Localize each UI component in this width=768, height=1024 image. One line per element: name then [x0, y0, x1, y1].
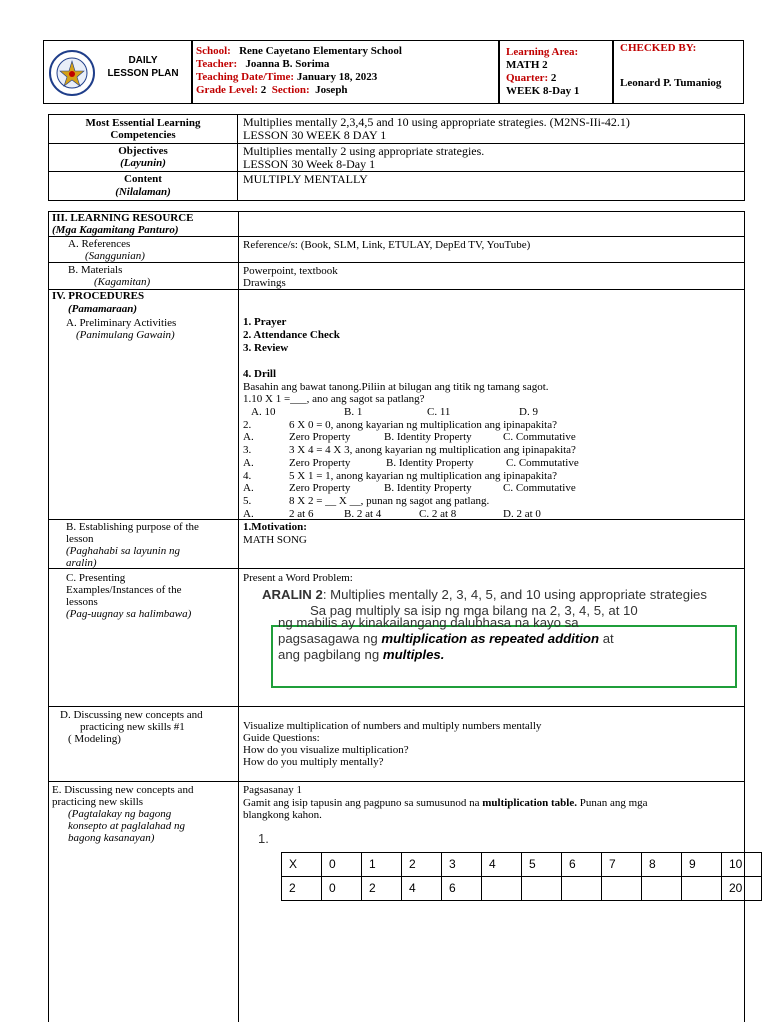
procedures-heading: IV. PROCEDURES [52, 290, 145, 302]
section-label: Section: [271, 84, 310, 96]
doc-title-line1: DAILY [128, 55, 158, 66]
school-name: Rene Cayetano Elementary School [239, 45, 402, 57]
table-cell: 2 [282, 877, 322, 901]
aralin-line-3a: pagsasagawa ng [278, 631, 382, 646]
table-cell: 9 [682, 853, 722, 877]
school-label: School: [196, 45, 231, 57]
presenting-label-2: Examples/Instances of the [66, 584, 182, 596]
practice-sub: (Pagtalakay ng bagong [68, 808, 172, 820]
answer-cell[interactable] [522, 877, 562, 901]
choice-b: B. Identity Property [384, 482, 472, 495]
doc-title-line2: LESSON PLAN [107, 68, 179, 79]
question-number: 4. [243, 469, 252, 482]
objectives-lesson: LESSON 30 Week 8-Day 1 [243, 157, 376, 171]
learning-resource-sub: (Mga Kagamitang Panturo) [52, 224, 179, 236]
drill-question-3 [243, 444, 743, 457]
preliminary-sub: (Panimulang Gawain) [76, 329, 175, 341]
materials-text: Powerpoint, textbook [243, 265, 338, 277]
purpose-label: B. Establishing purpose of the [66, 521, 199, 533]
grade-label: Grade Level: [196, 84, 259, 96]
prayer-item: 1. Prayer [243, 316, 287, 328]
exercise-number: 1. [258, 831, 269, 846]
drill-question-1: 1.10 X 1 =___, ano ang sagot sa patlang? [243, 393, 425, 406]
review-item: 3. Review [243, 342, 289, 354]
area-label: Learning Area: [506, 46, 579, 58]
aralin-line-2: ng mabilis ay kinakailangang dalubhasa na kayo sa [278, 615, 579, 630]
week-day: WEEK 8-Day 1 [506, 85, 580, 97]
choice-a-letter: A. [243, 482, 254, 495]
modeling-label-2: practicing new skills #1 [80, 721, 185, 733]
quarter-label: Quarter: [506, 72, 549, 84]
objectives-text: Multiplies mentally 2 using appropriate strategies. [243, 144, 485, 158]
aralin-line-4a: ang pagbilang ng [278, 647, 383, 662]
table-cell: 6 [562, 853, 602, 877]
header-area-cell [499, 40, 613, 104]
question-text: 5 X 1 = 1, anong kayarian ng multiplication ang ipinapakita? [289, 469, 557, 482]
table-cell: 0 [322, 877, 362, 901]
aralin-line-1: Sa pag multiply sa isip ng mga bilang na 2, 3, 4, 5, at 10 [310, 603, 638, 618]
materials-sub: (Kagamitan) [94, 276, 151, 288]
practice-label: E. Discussing new concepts and [52, 784, 194, 796]
table-cell: 7 [602, 853, 642, 877]
choice-a: Zero Property [289, 431, 351, 444]
materials-text-2: Drawings [243, 277, 286, 289]
answer-cell[interactable] [482, 877, 522, 901]
mel-text: Multiplies mentally 2,3,4,5 and 10 using appropriate strategies. (M2NS-IIi-42.1) [243, 115, 630, 129]
references-text: Reference/s: (Book, SLM, Link, ETULAY, DepEd TV, YouTube) [243, 239, 531, 251]
choice-b: B. Identity Property [384, 431, 472, 444]
date-label: Teaching Date/Time: [196, 71, 295, 83]
grade-level: 2 [260, 84, 267, 96]
motivation-title: 1.Motivation: [243, 521, 307, 533]
drill-instruction: Basahin ang bawat tanong.Piliin at bilugan ang titik ng tamang sagot. [243, 380, 549, 393]
choice-b: B. Identity Property [386, 456, 474, 469]
question-number: 5. [243, 494, 252, 507]
practice-label-2: practicing new skills [52, 796, 144, 808]
choice-a-letter: A. [243, 456, 254, 469]
choice-a: Zero Property [289, 482, 351, 495]
drill-question-5 [243, 495, 743, 508]
aralin-title: : Multiplies mentally 2, 3, 4, 5, and 10 using appropriate strategies [322, 587, 707, 602]
practice-instruction-2: blangkong kahon. [243, 809, 322, 821]
procedures-sub: (Pamamaraan) [68, 303, 138, 315]
choice-a: 2 at 6 [289, 507, 314, 520]
presenting-sub: (Pag-uugnay sa halimbawa) [66, 608, 192, 620]
drill-choices-3 [243, 457, 743, 470]
choice-c: C. 11 [427, 406, 451, 419]
purpose-sub: (Paghahabi sa layunin ng [66, 545, 180, 557]
choice-c: C. 2 at 8 [419, 507, 457, 520]
answer-cell[interactable] [562, 877, 602, 901]
presenting-label-3: lessons [66, 596, 98, 608]
aralin-label: ARALIN 2 [262, 587, 323, 602]
multiplication-table [281, 852, 762, 901]
guide-questions-label: Guide Questions: [243, 732, 320, 744]
purpose-sub-2: aralin) [66, 557, 97, 569]
answer-cell[interactable] [642, 877, 682, 901]
practice-sub-3: bagong kasanayan) [68, 832, 155, 844]
objectives-label: Objectives [118, 145, 168, 157]
references-sub: (Sanggunian) [85, 250, 145, 262]
table-cell: 2 [402, 853, 442, 877]
mel-lesson: LESSON 30 WEEK 8 DAY 1 [243, 128, 387, 142]
question-text: 6 X 0 = 0, anong kayarian ng multiplication ang ipinapakita? [289, 418, 557, 431]
mel-label-2: Competencies [110, 129, 176, 141]
table-cell: 10 [722, 853, 762, 877]
materials-label: B. Materials [68, 264, 123, 276]
guide-question-1: How do you visualize multiplication? [243, 744, 409, 756]
table-cell: 6 [442, 877, 482, 901]
modeling-text: Visualize multiplication of numbers and multiply numbers mentally [243, 720, 542, 732]
header-info-cell [192, 40, 499, 104]
mel-label: Most Essential Learning [85, 117, 201, 129]
guide-question-2: How do you multiply mentally? [243, 756, 384, 768]
drill-question-2 [243, 419, 743, 432]
drill-choices-2 [243, 431, 743, 444]
question-text: 8 X 2 = __ X __, punan ng sagot ang patlang. [289, 494, 490, 507]
header-logo-cell [43, 40, 192, 104]
purpose-label-2: lesson [66, 533, 94, 545]
teaching-date: January 18, 2023 [296, 71, 378, 83]
drill-choices-5 [243, 508, 743, 521]
table-cell: X [282, 853, 322, 877]
word-problem-text: Present a Word Problem: [243, 572, 353, 584]
references-label: A. References [68, 238, 131, 250]
answer-cell[interactable] [602, 877, 642, 901]
question-number: 2. [243, 418, 252, 431]
table-cell: 20 [722, 877, 762, 901]
choice-a-letter: A. [243, 431, 254, 444]
preliminary-label: A. Preliminary Activities [66, 317, 177, 329]
deped-seal-icon [48, 49, 96, 97]
table-cell: 2 [362, 877, 402, 901]
pagsasanay-title: Pagsasanay 1 [243, 784, 302, 796]
choice-c: C. Commutative [503, 431, 576, 444]
quarter-value: 2 [550, 72, 557, 84]
drill-choices-1 [243, 406, 743, 419]
question-text: 3 X 4 = 4 X 3, anong kayarian ng multiplication ang ipinapakita? [289, 444, 576, 457]
table-cell: 1 [362, 853, 402, 877]
learning-resource-heading: III. LEARNING RESOURCE [52, 212, 194, 224]
practice-sub-2: konsepto at paglalahad ng [68, 820, 186, 832]
aralin-emphasis: multiplication as repeated addition [381, 631, 600, 646]
header-checked-cell [613, 40, 744, 104]
table-row [282, 877, 762, 901]
aralin-line-3c: at [599, 631, 614, 646]
table-cell: 5 [522, 853, 562, 877]
objectives-sub: (Layunin) [120, 157, 166, 169]
choice-d: D. 9 [519, 406, 538, 419]
multiplication-table-term: multiplication table. [482, 796, 577, 809]
section-name: Joseph [315, 84, 348, 96]
content-text: MULTIPLY MENTALLY [243, 172, 368, 186]
answer-cell[interactable] [682, 877, 722, 901]
table-cell: 4 [482, 853, 522, 877]
choice-b: B. 2 at 4 [344, 507, 382, 520]
attendance-item: 2. Attendance Check [243, 329, 340, 341]
choice-a: Zero Property [289, 456, 351, 469]
table-cell: 4 [402, 877, 442, 901]
choice-a-letter: A. [243, 507, 254, 520]
practice-instruction-end: Punan ang mga [576, 796, 648, 809]
modeling-label: D. Discussing new concepts and [60, 709, 203, 721]
choice-c: C. Commutative [503, 482, 576, 495]
content-sub: (Nilalaman) [115, 186, 171, 198]
teacher-name: Joanna B. Sorima [245, 58, 330, 70]
choice-d: D. 2 at 0 [503, 507, 541, 520]
content-label: Content [124, 173, 162, 185]
aralin-multiples: multiples. [382, 647, 445, 662]
table-row [282, 853, 762, 877]
choice-b: B. 1 [344, 406, 363, 419]
teacher-label: Teacher: [196, 58, 238, 70]
question-number: 3. [243, 444, 252, 457]
choice-c: C. Commutative [506, 456, 579, 469]
presenting-label: C. Presenting [66, 572, 126, 584]
table-cell: 3 [442, 853, 482, 877]
table-cell: 0 [322, 853, 362, 877]
motivation-text: MATH SONG [243, 534, 307, 546]
practice-instruction: Gamit ang isip tapusin ang pagpuno sa sumusunod na [243, 796, 483, 809]
checked-by-label: CHECKED BY: [620, 42, 697, 54]
table-cell: 8 [642, 853, 682, 877]
drill-title: 4. Drill [243, 368, 276, 380]
choice-a: A. 10 [251, 406, 276, 419]
checker-name: Leonard P. Tumaniog [620, 76, 722, 89]
learning-area: MATH 2 [506, 59, 548, 71]
drill-question-4 [243, 470, 743, 483]
drill-choices-4 [243, 482, 743, 495]
modeling-label-3: ( Modeling) [68, 733, 121, 745]
